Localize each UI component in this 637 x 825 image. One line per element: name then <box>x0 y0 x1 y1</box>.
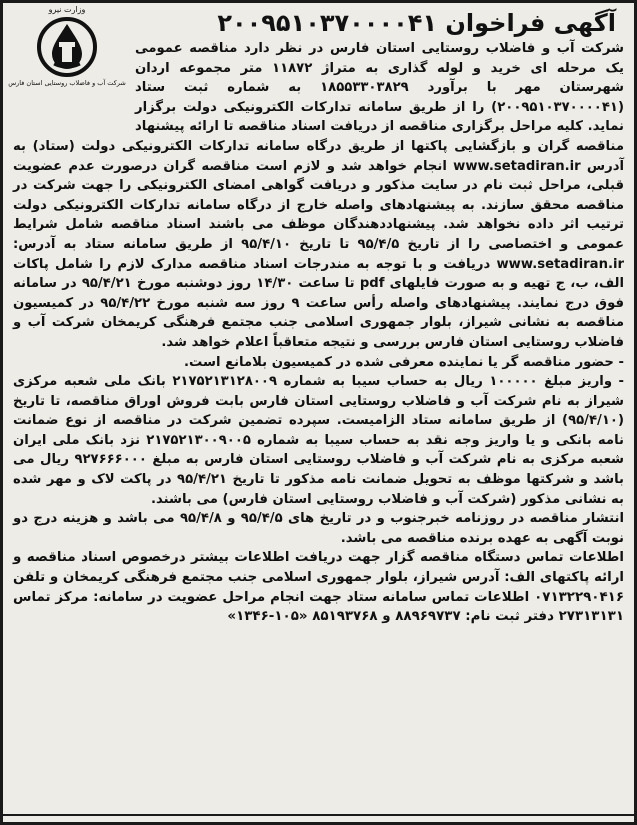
attendance-paragraph: - حضور مناقصه گر یا نماینده معرفی شده در کمیسیون بلامانع است. <box>184 354 624 370</box>
main-paragraph: شرکت آب و فاضلاب روستایی استان فارس در نظر دارد مناقصه عمومی یک مرحله ای خرید و لوله گذاری به متراژ ۱۱۸۷۲ متر مجموعه اردان شهرستان مهر با برآورد ۱۸۵۵۳۳۰۳۸۲۹ به شماره ثبت ستاد (۲۰۰۹۵۱۰۳۷۰۰۰۰۴۱) را از طریق سامانه تدارکات الکترونیکی دولت برگزار نماید. کلیه مراحل برگزاری مناقصه از دریافت اسناد مناقصه تا ارائه پیشنهاد مناقصه گران و بازگشایی پاکتها از طریق درگاه سامانه تدارکات الکترونیکی دولت (ستاد) به آدرس www.setadiran.ir انجام خواهد شد و لازم است مناقصه گران درصورت عدم عضویت قبلی، مراحل ثبت نام در سایت مذکور و دریافت گواهی امضای الکترونیکی را جهت شرکت در مناقصه محقق سازند. به پیشنهادهای واصله خارج از درگاه سامانه تدارکات الکترونیکی دولت ترتیب اثر داده نخواهد شد. پیشنهاددهندگان موظف می باشند اسناد مناقصه شامل شرایط عمومی و اختصاصی را از تاریخ ۹۵/۴/۵ تا تاریخ ۹۵/۴/۱۰ از طریق سامانه ستاد به آدرس: www.setadiran.ir دریافت و با توجه به مندرجات اسناد مناقصه مدارک لازم را شامل پاکات الف، ب، ج تهیه و به صورت فایلهای pdf تا ساعت ۱۴/۳۰ روز دوشنبه مورخ ۹۵/۴/۲۱ در سامانه فوق درج نمایند. پیشنهادهای واصله رأس ساعت ۹ روز سه شنبه مورخ ۹۵/۴/۲۲ در کمیسیون مناقصه به نشانی شیراز، بلوار جمهوری اسلامی جنب مجتمع فرهنگی کریمخان شرکت آب و فاضلاب روستایی استان فارس بررسی و نتیجه متعاقباً اعلام خواهد شد. <box>13 41 625 350</box>
payment-paragraph: - واریز مبلغ ۱۰۰۰۰۰ ریال به حساب سیبا به شماره ۲۱۷۵۲۱۳۱۲۸۰۰۹ بانک ملی شعبه مرکزی شیراز به نام شرکت آب و فاضلاب روستایی استان فارس بابت فروش اوراق مناقصه، تا تاریخ (۹۵/۴/۱۰) از طریق سامانه ستاد الزامیست. سپرده تضمین شرکت در مناقصه از نوع ضمانت نامه بانکی و یا واریز وجه نقد به حساب سیبا به شماره ۲۱۷۵۲۱۳۰۰۹۰۰۵ نزد بانک ملی ایران شعبه مرکزی به نام شرکت آب و فاضلاب روستایی استان فارس به مبلغ ۹۲۷۶۶۶۰۰۰ ریال می باشد و شرکتها موظف به تحویل ضمانت نامه مذکور تا تاریخ ۹۵/۴/۲۱ در پاکت لاک و مهر شده به نشانی مذکور (شرکت آب و فاضلاب روستایی استان فارس) می باشند. <box>13 374 624 507</box>
company-logo <box>7 5 127 115</box>
ministry-label: وزارت نیرو <box>48 5 86 14</box>
contact-info: اطلاعات تماس دستگاه مناقصه گزار جهت دریافت اطلاعات بیشتر درخصوص اسناد مناقصه و ارائه پاکتهای الف: آدرس شیراز، بلوار جمهوری اسلامی جنب مجتمع فرهنگی کریمخان و تلفن ۰۷۱۳۲۲۹۰۴۱۶ اطلاعات تماس سامانه ستاد جهت انجام مراحل عضویت در سامانه: مرکز تماس ۲۷۳۱۳۱۳۱ دفتر ثبت نام: ۸۸۹۶۹۷۳۷ و ۸۵۱۹۳۷۶۸ «۱۰۵-۱۳۴۶» <box>13 550 624 625</box>
water-drop-tower-icon <box>36 16 98 78</box>
ad-body <box>13 39 624 548</box>
bottom-divider <box>3 814 634 816</box>
company-name-label: شرکت آب و فاضلاب روستایی استان فارس <box>8 79 126 87</box>
publication-paragraph: انتشار مناقصه در روزنامه خبرجنوب و در تاریخ های ۹۵/۴/۵ و ۹۵/۴/۸ می باشد و هزینه درج دو نوبت آگهی به عهده برنده مناقصه می باشد. <box>13 511 624 546</box>
ad-title: آگهی فراخوان ۲۰۰۹۵۱۰۳۷۰۰۰۰۴۱ <box>217 9 616 37</box>
